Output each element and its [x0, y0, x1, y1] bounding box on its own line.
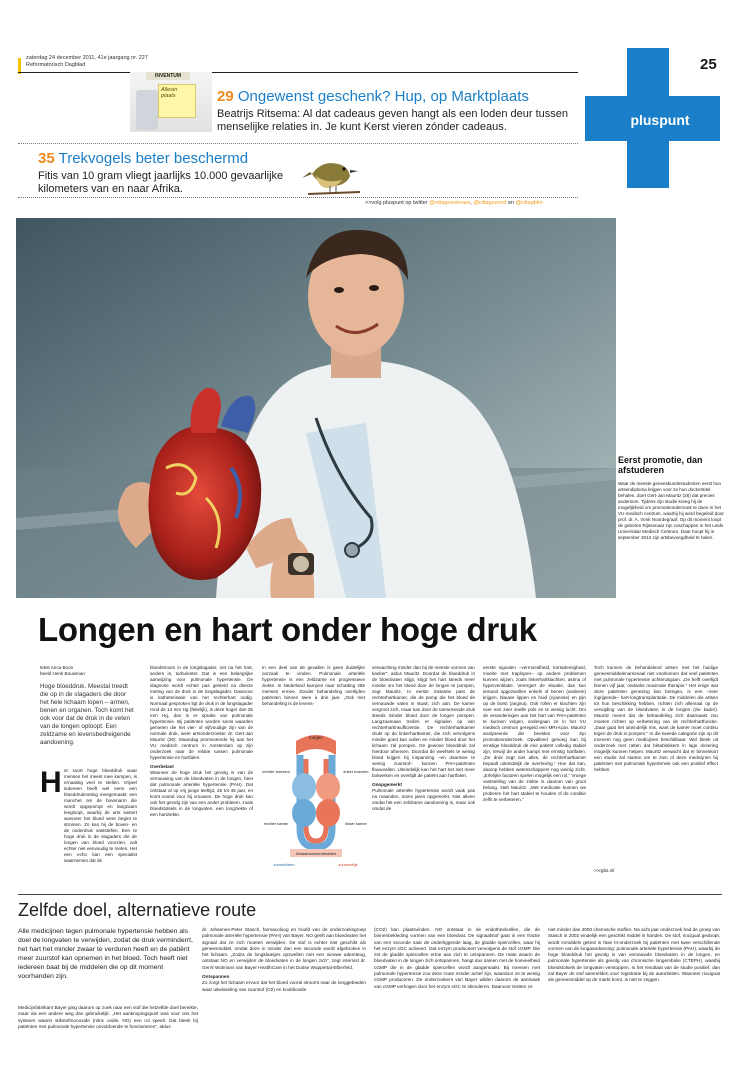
column-text: In een deel van de gevallen is geen duidelijke oorzaak te vinden. Pulmonale arteriële hypertensie is een zeldzame en progressieve ziekte. In Nederland kampen naar schatting 255 mensen ermee. Zonder behandeling overlijden patiënten binnen twee à drie jaar. „Ook met behandeling is de levens- [262, 665, 365, 706]
twitter-follow-line [365, 200, 543, 206]
subheading: Overbelast [150, 764, 174, 769]
teaser-text: Beatrijs Ritsema: Al dat cadeaus geven hangt als een loden deur tussen menselijke relaties in. Je kunt Kerst vieren zónder cadeaus. [217, 108, 569, 133]
article-column-1a [64, 768, 137, 864]
twitter-handle-link[interactable]: @rdtagezond [473, 200, 507, 206]
teaser-text: Fitis van 10 gram vliegt jaarlijks 10.000 gevaarlijke kilometers van en naar Afrika. [38, 170, 284, 195]
column-text: Zo zorgt het lichaam ervoor dat het bloed vooral stroomt naar de longgebieden waar uitwisseling van zuurstof (O2) en kooldioxide [202, 980, 366, 992]
subheading: Ontspannen [202, 974, 230, 980]
page-number: 25 [700, 56, 717, 73]
drop-cap: H [40, 766, 62, 799]
subheading: Onopgemerkt [372, 782, 402, 787]
twitter-handle-link[interactable]: @rdtagblm [515, 200, 543, 206]
article-column-2 [150, 665, 253, 818]
column-text: verwachting minder dan bij de meeste vormen van kanker”, aldus Mauritz. Doordat de bloeddruk in de bloedvaten stijgt, krijgt het hart steeds meer moeite om het bloed door de longen te pompen, zegt Mauritz. In eerste instantie past de rechterhartkamer, die de pomp die het bloed de vernauwde vaten in stuwt, zich aan. De kamer vergroot zich, maar kan door de toenemende druk steeds minder bloed door de longen pompen. Langzaamaan treden er signalen op van rechterhartinsufficiëntie. De rechterhartkamer drukt op de linkerhartkamer, die zich vervolgens minder goed kan vullen en minder bloed door het lichaam zal pompen. De gewone bloeddruk zal hierdoor afnemen. Doordat de weefsels te weinig bloed krijgen bij inspanning –en daarmee te weinig zuurstof– kunnen PAH-patiënten flauwvallen. Uiteindelijk kan het hart het niet meer bolwerken en overlijdt de patiënt aan hartfalen. [372, 665, 475, 778]
byline [40, 665, 85, 677]
diagram-label-zuurstofarm: zuurstofarm [273, 862, 295, 867]
sidebar-text: Waar de meeste geneeskundestudenten eerst hun artsendiploma krijgen voor ze hun doctorstitel behalen, doet Gert-Jan Mauritz (26) dat precies andersom. Tijdens zijn studie kreeg hij de mogelijkheid om promotieonderzoek te doen in het VU medisch centrum, waarbij hij werd begeleid door prof. dr. A. Vonk Noordegraaf. Op dit moment loopt de geboren Rijssenaar zijn coschappen in het Leids Universitair Medisch Centrum. Daar hoopt hij in september 2012 zijn artsbevoegdheid te halen. [618, 481, 724, 540]
teaser-title-line[interactable] [217, 88, 577, 105]
paper-name: Reformatorisch Dagblad [26, 62, 86, 68]
header-rule [18, 72, 578, 73]
column-text: Pulmonale arteriële hypertensie wordt vaak pas na maanden, soms jaren opgemerkt. Niet alleen omdat het een zeldzame aandoening is, maar ook omdat de [372, 788, 475, 811]
doctor-with-heart-model-image [16, 218, 616, 598]
dotted-divider [18, 143, 578, 144]
dotted-divider [18, 197, 578, 198]
section-logo: pluspunt [630, 112, 690, 128]
section-lead: Alle medicijnen tegen pulmonale hypertensie hebben als doel de longvaten te verwijden, zodat de druk verminderrt, het hart het minder zwaar te verduren heeft en de patiënt meer zuurstof kan opnemen in het bloed. Toch heeft niet iedereen baat bij de middelen die op dit moment voorhanden zijn. [18, 928, 193, 980]
follow-separator: en [507, 200, 515, 206]
teaser-page-number: 35 [38, 150, 55, 167]
section-rule [18, 894, 722, 895]
sidebar-box [618, 455, 726, 541]
article-column-5 [483, 665, 586, 803]
diagram-label-rechter-kamer: rechter kamer [263, 821, 289, 826]
column-text: eerste signalen –vermoeidheid, kortademigheid, moeite met traplopen– op andere problemen kunnen wijzen, zoals linkerhartklachten, astma of hyperventilatie. Verergert de situatie, dan kan iemand opgezwollen enkels of benen (oedeem) krijgen, blauwe lippen en huid (cyanose) en pijn op de borst (angina). Ook rollen er klachten zijn over een zeer snelle pols en te weinig lucht. Om de veranderingen aan het hart van PAH-patiënten te kunnen volgen, ondergaan ze in het VU medisch centrum geregeld een MRI-scan. Mauritz analyseerde die beelden voor zijn promotieonderzoek. Opvallend genoeg kan bij ernstige bloeddruk de ene patiënt volledig stabiel zijn, terwijl de ander kampt met ernstig hartfalen. „De druk zegt niet alles, de rechterhartkamer bepaalt uiteindelijk de overleving.” Hoe dat kan, daarop hebben wetenschappers nog weinig zicht. „Erfelijke factoren spelen mogelijk een rol.” Vroege vaststelling van de ziekte is daarom van groot belang, stelt Mauritz. „Met medicatie kunnen we proberen het hart stabiel te houden of de conditie zelfs te verbeteren.” [483, 665, 586, 802]
column-text: bloedstroom in de longslagader, net na het hart, anders is, turbulenter. Dat is een belangrijke aanwijzing voor pulmonale hypertensie. De diagnose wordt echter pas gesteld na directe meting van de druk in de longslagader. Daarvoor is katheterisatie van het rechterhart nodig. Normaal gesproken ligt de druk in de longslagader rond de 14 mm Hg (feitelijk), is deze hoger dan 25 mm Hg, dan is er sprake van pulmonale hypertensie. Bij patiënten worden soms waarden gemeten die het vier- of vijfvoudige zijn van de normale druk, weet artsonderzoeker dr. Gert-Jan Mauritz (26). Maandag promoveerde hij aan het VU medisch centrum in Amsterdam op zijn onderzoek naar de relatie tussen pulmonale hypertensie en hartfalen. [150, 665, 253, 760]
article-column-4 [372, 665, 475, 812]
section-column-4: niet minder dan 4000 chemische stoffen. Na acht jaar onderzoek had de groep van Stasch in 2002 eindelijk een geschikt middel in handen. De stof, riociguat gedoopt, wordt inmiddels getest in fase III-onderzoek bij patiënten met twee verschillende vormen van de longaandoening: pulmonale arteriële hypertensie (PAH), waarbij de hoge bloeddruk het gevolg is van vernauwde bloedvaten in de longen, en pulmonale hypertensie als gevolg van chronische longembolie (CTEPH), waarbij bloedstolsels de longvaten verstoppen. Is het resultaat van de studie positief, dan zal Bayer de stof aanmelden voor registratie bij de autoriteiten. Wanneer riociguat als geneesmiddel op de markt komt, is niet te zeggen. [548, 927, 720, 983]
article-headline: Longen en hart onder hoge druk [38, 611, 537, 648]
sidebar-title: Eerst promotie, dan afstuderen [618, 455, 703, 475]
section-column-1: Medicijnfabrikant Bayer ging daarom op zoek naar een stof die hetzelfde doel bereikte, maar via een andere weg dan gebruikelijk. „Het aanknopingspunt was voor ons het systeem waarin stikstofmonoxide (nitric oxide, NO) een rol speelt. Dat bleek bij patiënten met pulmonale hypertensie onvoldoende te functioneren”, aldus [18, 1005, 198, 1029]
section-title: Zelfde doel, alternatieve route [18, 900, 257, 920]
diagram-label-linker-kamer: linker kamer [345, 821, 367, 826]
section-column-3: (CO2) kan plaatsvinden. NO ontstaat in de endotheelcellen, die de binnenbekleding vormen van een bloedvat. De signaalstof gaat in een fractie van een seconde naar de onderliggende laag, de gladde spiercellen, waar hij het enzym sGC activeert. Dat enzym produceert vervolgens de stof cGMP. Die zet de gladde spiercellen ertoe aan zich te ontspannen. De mate waarin de bloedvaten in de longen zich ontspannen, hangt dus samen met de hoeveelheid cGMP die in de gladde spiercellen wordt aangemaakt. Bij mensen met pulmonale hypertensie zou deze route minder actief zijn, waardoor ze te weinig cGMP produceren. De onderzoekers van Bayer wilden daarom de aanmaak van cGMP verhogen door het enzym sGC te stimuleren. Daarvoor testten ze [374, 927, 541, 989]
teaser-page-number: 29 [217, 88, 234, 105]
article-lead: Hoge bloeddruk. Meestal treedt die op in de slagaders die door het hele lichaam lopen – armen, benen en organen. Toch komt het ook voor dat de druk in de veten van de longen oploopt. Een zeldzame en levensbedreigende aandoening. [40, 683, 134, 746]
diagram-label-longen: longen [309, 735, 323, 740]
teaser-title: Trekvogels beter beschermd [58, 150, 249, 167]
web-link[interactable]: >>rgbs.nl/ [594, 868, 615, 873]
section-column-2 [202, 927, 366, 993]
teaser-title-line[interactable] [38, 150, 308, 167]
twitter-handle-link[interactable]: @rdtagesnieuws [429, 200, 471, 206]
blender-image [136, 90, 158, 130]
teaser-trekvogels[interactable] [38, 150, 308, 196]
column-text: Wanneer de hoge druk het gevolg is van de vernauwing van de bloedvaten in de longen, heet dat pulmonale arteriële hypertensie (PAH). Dat ontstaat al op vrij jonge leeftijd, 25 tot 45 jaar, en komt vooral voor bij vrouwen. De hoge druk kan ook het gevolg zijn van een ander probleem, zoals bloedstolsels in de longvaten, een longziekte of een hartziekte. [150, 770, 253, 817]
teaser-marktplaats[interactable] [217, 88, 577, 134]
follow-prefix: >>volg pluspunt op twitter [365, 200, 428, 206]
product-box-label: INVENTUM [146, 72, 190, 80]
article-column-3 [262, 665, 365, 707]
bird-illustration [302, 152, 362, 196]
teaser-title: Ongewenst geschenk? Hup, op Marktplaats [237, 88, 529, 105]
diagram-label-lichaam: lichaamsvenenbedden [295, 851, 337, 856]
column-text: et soort hoge bloeddruk waar mensen het meest mee kampen, is ernaastig veel te stellen. Vrijwel iedereen heeft wel eens een bloeddrukmeting meegemaakt: een manchet om de bovenarm die wordt opgepompt en langzaam leegloopt, waarbij de arts luistert wanneer het bloed weer begint te stromen. Zo kan hij de boven- en de onderdruk vaststellen. Een te hoge druk in de slagaders die de longen van bloed voorzien, valt echter niet eenvoudig te meten. Het een echo kan een specialist waarnemen dat de [64, 768, 137, 863]
diagram-label-linker-boezem: linker boezem [343, 769, 369, 774]
note-card: Allesin plaats [158, 84, 196, 118]
follow-separator: , [470, 200, 472, 206]
column-text: Toch kunnen de behandelend artsen met het huidige geneesmiddelenarsenaal niet voorkomen dat veel patiënten met pulmonale hypertensie achteruitgaan. „De helft overlijdt binnen vijf jaar, ondanks maximale therapie.” Het enige wat deze patiënten genezing kan brengen, is een –zeer ingrijpende– hart-longtransplantatie. De middelen die artsen tot hun beschikking hebben, richten zich allemaal op de verwijding van de bloedvaten in de longen (zie kader). Mauritz meent dat de behandeling zich daarnaast zou moeten richten op verbetering van de rechterhartfunctie. „Daar gaat het uiteindelijk mis, want de kamer moet continu tegen de druk in pompen.” In die tweede categorie zijn op dit moment nog geen medicijnen beschikbaar. Wel bleek uit onderzoek met ratten dat bètablokkers in lage dosering mogelijk kunnen helpen. Mauritz verwacht dat er binnenkort een studie zal starten om te zien of deze medicijnen bij patiënten met pulmonale hypertensie ook een positief effect hebben. [594, 665, 718, 772]
heart-circulation-diagram [262, 729, 370, 869]
dateline [26, 55, 148, 69]
article-column-6 [594, 665, 718, 773]
photo-credit: beeld Henk Bouwman [40, 671, 85, 676]
column-text: dr. Johannes-Peter Stasch, farmacoloog en hoofd van de onderzoeksgroep pulmonale arteriële hypertensie (PAH) van Bayer. NO geeft aan bloedvaten het signaal dat ze zich moeten verwijden. De stof is echter niet geschikt als geneesmiddel, omdat deze in minder dan een seconde wordt afgebroken in het lichaam. „Zodra de longklaasjes opzwellen met een nieuwe ademteug, ontstaat NO en verwijden de bloedvaten in de longen zich”, zegt internist dr. Gerrit Wolmans van Bayer HealthCare in het Duitse Wuppertal-Elberfeld. [202, 927, 366, 970]
main-photo[interactable] [16, 218, 616, 598]
byline-author: tekst Anca Boon [40, 665, 74, 670]
diagram-label-rechter-boezem: rechter boezem [262, 769, 290, 774]
diagram-label-zuurstofrijk: zuurstofrijk [338, 862, 358, 867]
dateline-date: zaterdag 24 december 2011, 41e jaargang nr. 227 [26, 55, 148, 61]
